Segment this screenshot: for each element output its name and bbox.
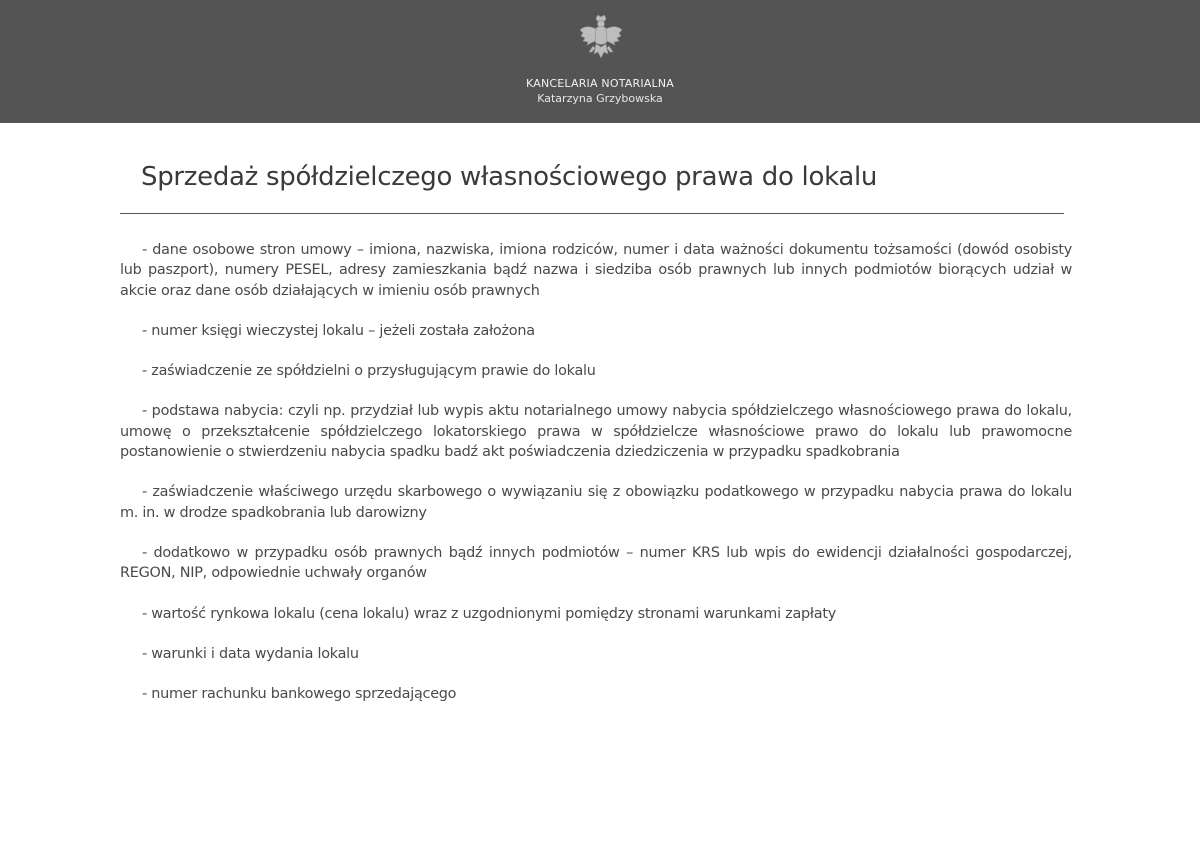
- firm-owner-name: Katarzyna Grzybowska: [537, 92, 663, 105]
- list-item: - wartość rynkowa lokalu (cena lokalu) wraz z uzgodnionymi pomiędzy stronami warunkami zapłaty: [142, 605, 836, 622]
- title-divider: [120, 213, 1064, 214]
- list-item: - podstawa nabycia: czyli np. przydział lub wypis aktu notarialnego umowy nabycia spółdzielczego własnościowego prawa do lokalu, umowę o przekształcenie spółdzielczego lokatorskiego prawa w spółdzielcze własnościowe prawo do lokalu lub prawomocne postanowienie o stwierdzeniu nabycia spadku badź akt poświadczenia dziedziczenia w przypadku spadkobrania: [120, 403, 1072, 461]
- list-item: - numer księgi wieczystej lokalu – jeżeli została założona: [142, 322, 535, 339]
- list-item: - dodatkowo w przypadku osób prawnych bądź innych podmiotów – numer KRS lub wpis do ewidencji działalności gospodarczej, REGON, NIP, odpowiednie uchwały organów: [120, 544, 1072, 582]
- page-title: Sprzedaż spółdzielczego własnościowego prawa do lokalu: [141, 162, 878, 192]
- firm-name: KANCELARIA NOTARIALNA: [526, 77, 674, 90]
- requirements-list: [120, 240, 1072, 724]
- site-header: [0, 0, 1200, 123]
- polish-eagle-icon: [578, 14, 624, 62]
- list-item: - zaświadczenie ze spółdzielni o przysługującym prawie do lokalu: [142, 363, 596, 380]
- list-item: - numer rachunku bankowego sprzedającego: [142, 686, 457, 703]
- list-item: - warunki i data wydania lokalu: [142, 645, 359, 662]
- list-item: - zaświadczenie właściwego urzędu skarbowego o wywiązaniu się z obowiązku podatkowego w przypadku nabycia prawa do lokalu m. in. w drodze spadkobrania lub darowizny: [120, 484, 1072, 521]
- list-item: - dane osobowe stron umowy – imiona, nazwiska, imiona rodziców, numer i data ważności dokumentu tożsamości (dowód osobisty lub paszport), numery PESEL, adresy zamieszkania bądź nazwa i siedziba osób prawnych lub innych podmiotów biorących udział w akcie oraz dane osób działających w imieniu osób prawnych: [120, 242, 1072, 299]
